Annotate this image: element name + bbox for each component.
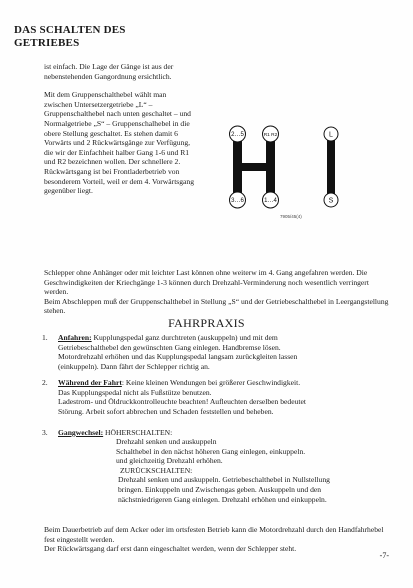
item-text: : Keine kleinen Wendungen bei größerer Geschwindigkeit. — [121, 378, 301, 387]
intro-paragraph: Mit dem Gruppenschalthebel wählt man zwischen Untersetzergetriebe „L“ – Gruppenschalthebel nach unten geschaltet – und Normalgetriebe „S“ – Gruppenschalhebel in die obere Stellung geschaltet. Es stehen damit 6 Vorwärts und 2 Rückwärtsgänge zur Verfügung, die wir der Einfachheit halber Gang 1-6 und R1 und R2 bezeichnen wollen. Der schnellere 2. Rückwärtsgang ist bei Frontladerbetrieb von besonderem Vorteil, weil er dem 4. Vorwärtsgang gegenüber liegt. — [44, 90, 195, 196]
gear-slot-crossbar — [233, 163, 275, 171]
item-text: Kupplungspedal ganz durchtreten (auskuppeln) und mit dem — [91, 333, 278, 342]
page-number: -7- — [379, 551, 389, 560]
item-text: Störung. Arbeit sofort abbrechen und Schaden feststellen und beheben. — [58, 406, 274, 416]
group-lever-slot — [327, 140, 335, 194]
item-text: Motordrehzahl erhöhen und das Kupplungspedal langsam zurückgleiten lassen — [58, 352, 298, 362]
step-line: nächstniedrigeren Gang einlegen. Drehzahl erhöhen und einkuppeln. — [118, 494, 327, 504]
gear-label: R1 R2 — [263, 133, 278, 138]
item-text: Das Kupplungspedal nicht als Fußstütze benutzen. — [58, 387, 212, 397]
step-line: und gleichzeitig Drehzahl erhöhen. — [116, 456, 223, 466]
step-line: ZURÜCKSCHALTEN: — [120, 465, 193, 475]
step-line: bringen. Einkuppeln und Zwischengas geben. Auskuppeln und den — [118, 484, 322, 494]
body-paragraph: Beim Abschleppen muß der Gruppenschalthebel in Stellung „S“ und der Getriebeschalthebel in Leergangstellung stehen. — [44, 296, 389, 316]
item-text: HÖHERSCHALTEN: — [103, 428, 173, 437]
item-text: (einkuppeln). Dann fährt der Schlepper richtig an. — [58, 361, 210, 371]
item-text: Ladestrom- und Öldruckkontrolleuchte beachten! Aufleuchten derselben bedeutet — [58, 397, 306, 407]
footer-paragraph: Beim Dauerbetrieb auf dem Acker oder im ortsfesten Betrieb kann die Motordrehzahl durch den Handfahrhebel fest eingestellt werden. — [44, 525, 384, 544]
footer-text — [44, 525, 394, 554]
diagram-caption: 7905/45(4) — [280, 214, 302, 219]
gear-label: 3…6 — [231, 198, 244, 204]
gear-pattern-diagram — [222, 118, 372, 228]
step-line: Schalthebel in den nächst höheren Gang einlegen, einkuppeln. — [116, 446, 306, 456]
heading-line: GETRIEBES — [14, 37, 80, 49]
gangwechsel-steps — [116, 437, 396, 504]
section-title: FAHRPRAXIS — [168, 316, 245, 330]
item-number: 2. — [42, 378, 48, 387]
item-number: 1. — [42, 333, 48, 342]
group-label: S — [328, 197, 334, 205]
item-text: Getriebeschalthebel den gewünschten Gang einlegen. Handbremse lösen. — [58, 342, 281, 352]
step-line: Drehzahl senken und auskuppeln. Getriebeschalthebel in Nullstellung — [118, 475, 330, 485]
intro-column — [44, 62, 194, 205]
item-label: Anfahren: — [58, 333, 92, 342]
item-label: Gangwechsel: — [58, 428, 104, 437]
gear-label: 1…4 — [264, 198, 277, 204]
item-number: 3. — [42, 428, 48, 437]
full-text — [44, 268, 394, 316]
group-label: L — [329, 131, 333, 139]
footer-paragraph: Der Rückwärtsgang darf erst dann eingeschaltet werden, wenn der Schlepper steht. — [44, 544, 297, 554]
body-paragraph: Schlepper ohne Anhänger oder mit leichter Last können ohne weiterw im 4. Gang angefahren werden. Die Geschwindigkeiten der Kriechgänge 1-3 können durch Drehzahl-Verminderung noch wesentlich verringert werden. — [44, 268, 369, 297]
intro-paragraph: ist einfach. Die Lage der Gänge ist aus der nebenstehenden Gangordnung ersichtlich. — [44, 62, 174, 81]
list-item — [42, 333, 398, 371]
item-label: Während der Fahrt — [58, 378, 122, 387]
page-heading — [14, 24, 126, 50]
heading-line: DAS SCHALTEN DES — [14, 24, 126, 36]
gear-label: 2…5 — [231, 132, 244, 138]
list-item — [42, 378, 398, 416]
step-line: Drehzahl senken und auskuppeln — [116, 437, 217, 446]
